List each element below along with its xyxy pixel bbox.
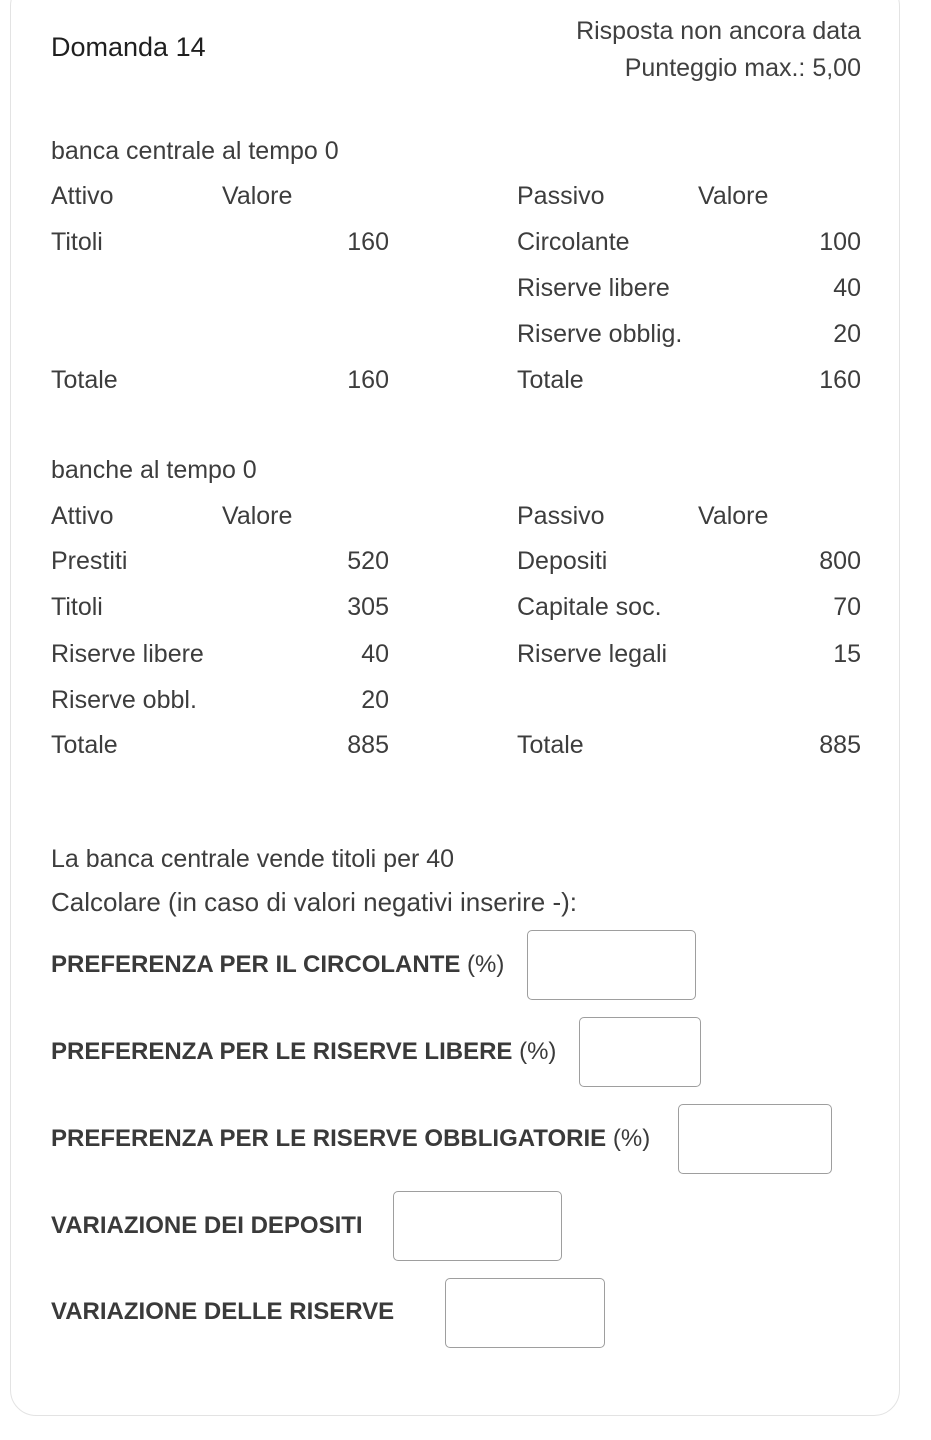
banks-liability-label: Riserve legali	[517, 640, 668, 668]
answer-status: Risposta non ancora data	[576, 17, 861, 45]
max-score: Punteggio max.: 5,00	[624, 54, 861, 82]
answer-unit: (%)	[612, 1125, 651, 1152]
banks-asset-value: 20	[361, 686, 389, 714]
banks-asset-value: 305	[347, 593, 389, 621]
question-title: Domanda 14	[51, 32, 206, 62]
cb-asset-label: Titoli	[51, 228, 103, 256]
cb-asset-value-header: Valore	[222, 182, 293, 210]
cb-liability-header: Passivo	[517, 182, 605, 210]
answer-unit: (%)	[519, 1038, 557, 1065]
answer-unit: (%)	[467, 951, 505, 978]
banks-liability-total-label: Totale	[517, 731, 584, 759]
question-status	[576, 13, 861, 87]
banks-asset-header: Attivo	[51, 502, 114, 530]
scenario-text: La banca centrale vende titoli per 40	[51, 845, 455, 873]
cb-liability-value-header: Valore	[698, 182, 769, 210]
cb-asset-header: Attivo	[51, 182, 114, 210]
banks-asset-value: 40	[361, 640, 389, 668]
banks-liability-total-value: 885	[819, 731, 861, 759]
central-bank-heading: banca centrale al tempo 0	[51, 137, 339, 165]
answer-input-variazione-riserve[interactable]	[445, 1278, 605, 1348]
answer-label-text: PREFERENZA PER IL CIRCOLANTE	[51, 951, 461, 978]
cb-liability-label: Circolante	[517, 228, 630, 256]
banks-liability-label: Capitale soc.	[517, 593, 662, 621]
answer-label-text: PREFERENZA PER LE RISERVE OBBLIGATORIE	[51, 1125, 607, 1152]
answer-label-text: VARIAZIONE DELLE RISERVE	[51, 1298, 395, 1325]
cb-liability-label: Riserve libere	[517, 274, 670, 302]
cb-asset-total-label: Totale	[51, 366, 118, 394]
answer-input-riserve-obbligatorie[interactable]	[678, 1104, 832, 1174]
banks-liability-header: Passivo	[517, 502, 605, 530]
banks-liability-label: Depositi	[517, 547, 608, 575]
answer-input-circolante[interactable]	[527, 930, 696, 1000]
banks-liability-value-header: Valore	[698, 502, 769, 530]
cb-liability-value: 20	[833, 320, 861, 348]
banks-asset-label: Titoli	[51, 593, 103, 621]
banks-asset-total-label: Totale	[51, 731, 118, 759]
banks-asset-value: 520	[347, 547, 389, 575]
instruction-text: Calcolare (in caso di valori negativi inserire -):	[51, 887, 577, 917]
answer-label-circolante	[51, 951, 504, 979]
cb-liability-value: 40	[833, 274, 861, 302]
cb-liability-total-value: 160	[819, 366, 861, 394]
answer-label-text: VARIAZIONE DEI DEPOSITI	[51, 1212, 363, 1239]
cb-liability-total-label: Totale	[517, 366, 584, 394]
banks-heading: banche al tempo 0	[51, 456, 257, 484]
banks-asset-label: Prestiti	[51, 547, 128, 575]
banks-asset-value-header: Valore	[222, 502, 293, 530]
cb-liability-value: 100	[819, 228, 861, 256]
answer-label-variazione-depositi	[51, 1212, 363, 1240]
answer-label-riserve-obbligatorie	[51, 1125, 650, 1153]
banks-asset-label: Riserve libere	[51, 640, 204, 668]
cb-asset-total-value: 160	[347, 366, 389, 394]
banks-liability-value: 15	[833, 640, 861, 668]
banks-asset-label: Riserve obbl.	[51, 686, 197, 714]
banks-liability-value: 70	[833, 593, 861, 621]
answer-input-riserve-libere[interactable]	[579, 1017, 701, 1087]
cb-asset-value: 160	[347, 228, 389, 256]
answer-input-variazione-depositi[interactable]	[393, 1191, 562, 1261]
answer-label-riserve-libere	[51, 1038, 556, 1066]
banks-liability-value: 800	[819, 547, 861, 575]
answer-label-text: PREFERENZA PER LE RISERVE LIBERE	[51, 1038, 513, 1065]
banks-asset-total-value: 885	[347, 731, 389, 759]
cb-liability-label: Riserve obblig.	[517, 320, 683, 348]
answer-label-variazione-riserve	[51, 1298, 394, 1326]
